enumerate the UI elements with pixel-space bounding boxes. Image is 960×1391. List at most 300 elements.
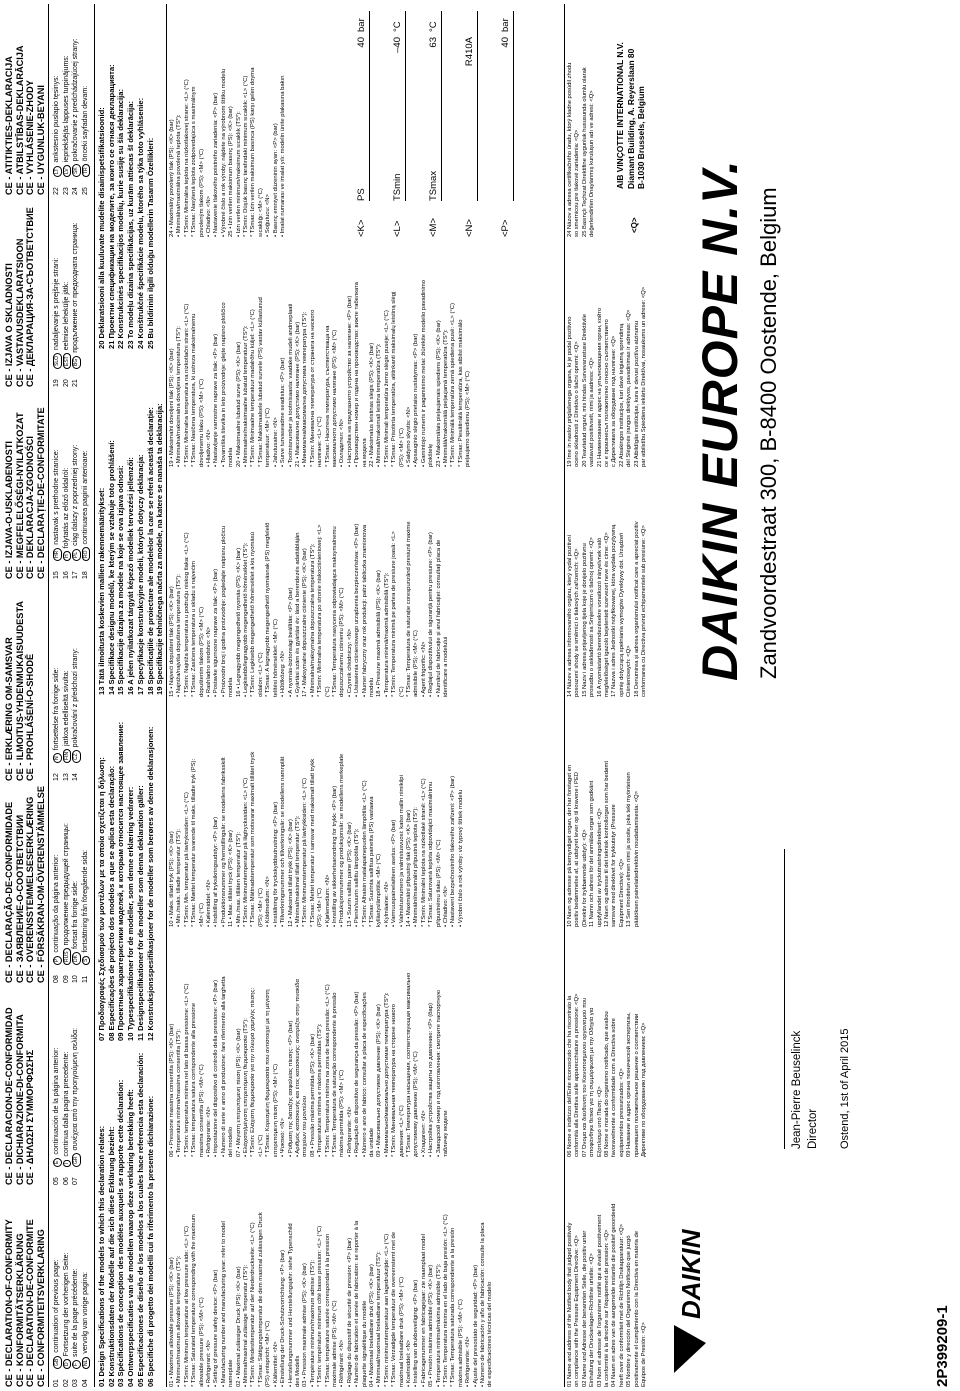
spec-column-5 — [169, 243, 562, 467]
text-line: CE - DICHIARAZIONE-DI-CONFORMITA — [14, 1014, 25, 1185]
text-line: CE - DECLARAÇÃO-DE-CONFORMIDADE — [4, 801, 14, 983]
param-key: <M> — [428, 217, 439, 237]
spec-column-2 — [169, 933, 562, 1157]
notified-body-text-6 — [567, 4, 607, 237]
language-badge: F — [72, 1360, 81, 1369]
text-line: 02 • Maximal zulässiger Druck (PS): <K> (bar) — [235, 1266, 242, 1387]
text-line: 20 • Maksimaalne lubatud surve (PS): <K> (bar) — [235, 341, 242, 467]
language-number: 05 — [53, 1177, 60, 1185]
text-line: • Šaldymo skystis: <N> — [406, 406, 412, 467]
text-line: admisibile (PS): <M> (°C) — [413, 630, 420, 697]
text-line: * TSmin: Минимална температура от страната на ниското — [309, 309, 316, 467]
language-badge: I — [63, 1160, 72, 1167]
text-line: 16 • Legnagyobb megengedhető nyomás (PS): <K> (bar) — [235, 547, 242, 697]
text-line: • Min./max. tillåten temperatur (TS*): — [235, 831, 242, 927]
language-number: 09 — [62, 975, 70, 983]
text-line: • Minimalna/maksimalna dovoljena temperatura (TS*): — [176, 326, 183, 467]
text-line: * TSmin: Minimum temperature at low pressure side: <L> (°C) — [183, 1225, 190, 1387]
text-line: 02 Konstruktionsdaten der Modelle auf die sich diese Erklärung bezieht: — [106, 1126, 116, 1387]
text-line: • Soğutucu: <N> — [265, 194, 272, 237]
notified-body-box — [612, 4, 662, 237]
text-line: 18 Specificațiile de proiectare ale modelelor la care se referă această declarație: — [145, 407, 155, 695]
text-line: • Minimální/maximální přípustná teplota (TS*): — [413, 807, 420, 927]
continuation-col-5 — [52, 445, 90, 579]
text-line: * TSmax: Temperatura de saturação correspondente à pressão — [331, 992, 338, 1157]
continuation-text: Fortsetzung der vorherigen Seite: — [62, 1252, 70, 1357]
continuation-col-3 — [52, 823, 90, 983]
text-line: megfelelőséget igazoló bejelentett szervezet neve és címe: <Q> — [604, 532, 611, 697]
language-badge: LT — [53, 166, 62, 177]
text-line: • Хладагент: <N> — [420, 1110, 427, 1157]
text-line: 23 To modeļu dizaina specifikācijas, uz kurām attiecas šī deklarācija: — [126, 100, 136, 349]
text-line: 20 Deklaratsiooni alla kuuluvate mudelite disainispetsifikatsioonid: — [97, 107, 106, 349]
text-line: • Hladivo: <N> — [206, 429, 213, 467]
continuation-row — [62, 222, 72, 387]
text-line: • Nastavenie tlakového poistného zariadenia: <P> (bar) — [213, 92, 220, 237]
text-line: 22 • Maksimalus leistinas slėgis (PS): <K> (bar) — [368, 342, 375, 467]
text-line: • A nyomás-biztonsági beállítás: <P> (bar) — [287, 587, 294, 697]
text-line: 03 Nom et adresse de l'organisme notifié qui a évalué positivement — [596, 1214, 603, 1387]
language-number: 23 — [62, 187, 70, 195]
text-line: 14 • Maximální přípustný tlak (PS): <K> (bar) — [406, 810, 412, 927]
text-line: CE - OVERENSSTEMMELSESERKLÆRING — [25, 796, 36, 983]
language-number: 19 — [53, 379, 60, 387]
text-line: 17 Nazwa i adres Jednostki notyfikowanej, która wydała pozytywną — [611, 524, 618, 697]
heading-divider — [166, 4, 167, 1387]
text-line: • Kjølemedium: <N> — [324, 874, 331, 927]
text-line: • Настройка устройства защиты по давлению: <P> (бар) — [428, 1003, 435, 1157]
text-line: prosudbu o usklađenosti sa Smjernicom o tlačnoj opremi: <Q> — [589, 537, 596, 697]
text-line: • Výrobné číslo a rok výroby: nájdete na výrobnom štítku modelu — [220, 68, 227, 237]
text-line: 25 Basınçlı Teçhizat Direktifine uygunluk hususunda olumlu olarak — [581, 67, 588, 237]
text-line: CE - KONFORMITÄTSERKLÄRUNG — [14, 1233, 25, 1387]
text-line: 14 Název a adresa informovaného orgánu, který vydal pozitivní — [567, 534, 573, 697]
spec-column-4 — [169, 473, 562, 697]
language-badge: EST — [63, 353, 72, 369]
text-line: la conformité à la directive sur l'équipement de pression: <Q> — [604, 1229, 611, 1387]
text-line: • Impostazione del dispositivo di controllo della pressione: <P> (bar) — [213, 980, 220, 1157]
signature-line — [784, 849, 785, 1149]
text-line: * TSmin: Minimali temperatūra žemo slėgio pusėje: <L> (°C) — [383, 310, 390, 467]
notified-body-text-3 — [567, 703, 662, 927]
signature-area — [666, 689, 956, 1159]
signatory-name: Jean-Pierre Beuselinck — [791, 1030, 803, 1149]
text-line: 12 Navn og adresse til det teknisk kontrollorgan som har bedømt — [604, 761, 611, 927]
text-line: * TSmax: Κορεσμένη θερμοκρασία που αντιστοιχεί με τη μέγιστη — [265, 989, 272, 1157]
text-line: 15 Specifikacije dizajna za modele na koje se ova izjava odnosi: — [116, 465, 126, 695]
text-line: 22 Atsakingos institucijos, kuri davė teigiamą sprendimą — [618, 323, 625, 467]
language-badge: BG — [72, 356, 81, 369]
text-line: 24 • Maximálny povolený tlak (PS): <K> (bar) — [169, 119, 175, 237]
text-line: • Ρύθμιση της διάταξης ασφαλείας πίεσης: <P> (bar) — [287, 1020, 294, 1157]
text-line: * TSmax: Температура насыщения, соответствующая максимально — [406, 972, 412, 1157]
text-line: • Jahutusaine: <N> — [272, 417, 279, 467]
design-spec-heading-b — [97, 701, 155, 1041]
text-line: • Regulação do dispositivo de segurança da pressão: <P> (bar) — [354, 991, 361, 1157]
continuation-text: ankstesnio puslapio tęsinys: — [53, 75, 60, 163]
param-symbol: TSmax — [428, 170, 439, 201]
param-value: R410A — [464, 37, 475, 67]
text-line: 09 Проектные характеристики моделей, к которым относится настоящее заявление: — [116, 721, 126, 1041]
company-block — [690, 1, 950, 681]
text-line: • Αριθμός κατασκευής και έτος κατασκευής: ανατρέξτε στην πινακίδα — [294, 979, 301, 1157]
text-line: • Czynnik chłodniczy: <N> — [346, 628, 353, 697]
text-line: 21 • Максимално допустимо налягане (PS): <K> (bar) — [294, 321, 301, 467]
text-line: samsvar med direktivet for trykkutstyr (Pressure — [611, 804, 618, 927]
param-unit: °C — [392, 21, 403, 32]
continuation-row — [62, 445, 72, 579]
param-value: –40 — [392, 37, 403, 53]
language-badge: FIN — [63, 749, 72, 763]
continuation-row — [71, 1252, 81, 1387]
continuation-row — [81, 1252, 91, 1387]
text-line: 08 Nome e morada do organismo notificado, que avaliou — [604, 1011, 611, 1157]
text-line: • Refrigerante: <N> — [465, 1336, 472, 1387]
continuation-text: nadaljevanje s prejšnje strani: — [53, 257, 60, 350]
text-line: * TSmax: Prisotinta temperatūra, atitinkanti maksimalų leistiną slėgį — [391, 291, 398, 467]
text-line: CE - ILMOITUS-YHDENMUKAISUUDESTA — [14, 600, 25, 781]
language-badge: E — [53, 1158, 62, 1167]
text-line: CE - ATBILSTĪBAS-DEKLARĀCIJA — [14, 45, 25, 195]
text-line: CE - ΔΗΛΩΣΗ ΣΥΜΜΟΡΦΩΣΗΣ — [25, 1049, 36, 1185]
continuation-text: ciąg dalszy z poprzedniej strony: — [72, 444, 79, 546]
text-line: • Innstilling av sikkerhetsanordning for trykk: <P> (bar) — [331, 785, 338, 927]
text-line: 13 Sen ilmoitetun elimen nimi ja osoite, joka teki myönteisen — [626, 772, 633, 927]
text-line: AIB VINÇOTTE INTERNATIONAL N.V. — [615, 42, 625, 189]
text-line: CE - DECLARAȚIE-DE-CONFORMITATE — [35, 407, 46, 579]
param-key: <P> — [500, 219, 511, 237]
notified-body-address — [615, 42, 647, 189]
param-unit: bar — [356, 18, 367, 32]
text-line: CE - PROHLÁŠENÍ-O-SHODĚ — [25, 653, 36, 781]
header-col-5 — [4, 407, 46, 579]
language-number: 07 — [72, 1177, 79, 1185]
text-line: 04 Naam en adres van de aangemelde instantie die positief geoordeeld — [611, 1203, 618, 1387]
text-line: oceno skladnosti z Direktivo o tlačni opremi: <Q> — [574, 341, 581, 467]
language-badge: HR — [53, 548, 62, 561]
text-line: • Número e ano de fabrico: consultar a placa de especificações — [361, 992, 368, 1157]
text-line: * TSmax: Saturovaná teplota odpovídající maximálnímu — [428, 781, 435, 927]
continuation-row — [62, 648, 72, 781]
text-line: CE - UYGUNLUK-BEYANI — [35, 85, 46, 195]
text-line: CE - VYHLÁSENIE-ZHODY — [25, 80, 36, 195]
continuation-text: fortsat fra forrige side: — [72, 880, 79, 950]
text-line: 02 Name und Adresse der benannten Stelle, die positiv unter — [581, 1230, 588, 1387]
continuation-row — [71, 1028, 81, 1185]
text-line: 09 Название и адрес органа технической экспертизы, — [626, 1012, 633, 1157]
text-line: * TSmin: température minimum côté basse pression: <L> (°C) — [317, 1225, 324, 1387]
text-line: päätöksen painelaitedirektiivin noudattamisesta: <Q> — [633, 791, 640, 927]
text-line: • Proizvodni broj i godina proizvodnje: pogledajte natpisnu pločicu — [220, 525, 227, 697]
company-name: DAIKIN EUROPE N.V. — [692, 159, 748, 681]
text-line: CE - DECLARACION-DE-CONFORMIDAD — [4, 1007, 14, 1185]
language-number: 25 — [81, 187, 89, 195]
text-line: plokštelę — [428, 443, 435, 467]
language-number: 04 — [81, 1379, 89, 1387]
continuation-row — [52, 38, 62, 195]
language-number: 01 — [53, 1379, 60, 1387]
text-line: * TSmin: Mindesttemperatur auf der Niederdruckseite: <L> (°C) — [250, 1222, 257, 1387]
continuation-row — [52, 648, 62, 781]
text-line: • İmalat numarası ve imalat yılı: modelin ünite plakasına bakın — [280, 75, 287, 237]
text-line: 05 Especificaciones de diseño de los modelos a los cuales hace referencia esta declaración: — [135, 1052, 145, 1387]
text-line: temperatuur: <M> (°C) — [265, 408, 272, 467]
text-line: sıcaklığı: <M> (°C) — [257, 188, 264, 237]
text-line: * TSmax: Temperatura saturada correspondiente a la presión — [450, 1227, 457, 1387]
language-number: 13 — [62, 773, 70, 781]
design-spec-heading-a — [97, 1047, 155, 1387]
text-line: • Tovarniška številka in leto proizvodnje: glejte napisno ploščico — [220, 302, 227, 467]
text-line: • Einstellung der Druck-Schutzvorrichtung: <P> (bar) — [280, 1250, 287, 1387]
text-line: favoravelmente a conformidade com a Directiva sobre — [611, 1018, 618, 1157]
text-line: 10 Typespecifikationer for de modeller, som denne erklæring vedrører: — [126, 786, 136, 1041]
text-line: • Reglajul dispozitivului de siguranță pentru presiune: <P> (bar) — [428, 532, 435, 697]
language-number: 15 — [53, 571, 60, 579]
text-line: Ciśnieniowych: <Q> — [626, 645, 633, 697]
design-spec-heading-d — [97, 4, 155, 349]
text-line: de especificaciones técnicas del modelo — [487, 1281, 494, 1387]
text-line: máxima permitida (PS): <M> (°C) — [339, 1069, 346, 1157]
text-line: στοιχείων του μοντέλου — [302, 1096, 309, 1157]
text-line: 05 • Presión máxima admisible (PS): <K> (bar) — [428, 1264, 435, 1387]
param-value: 40 — [356, 37, 367, 48]
text-line: * TSmin: minimumtemperatuur aan lagedrukzijde: <L> (°C) — [383, 1233, 390, 1387]
language-badge: H — [63, 551, 72, 561]
design-spec-heading-c — [97, 355, 165, 695]
language-badge: GB — [53, 1356, 62, 1369]
language-badge: PL — [72, 549, 81, 561]
text-line: Equipos de Presión: <Q> — [641, 1322, 648, 1387]
continuation-text: pokračovanie z predchádzajúcej strany: — [72, 38, 79, 162]
continuation-row — [71, 222, 81, 387]
text-line: Einhaltung der Druckanlagen-Richtlinie urteilte: <Q> — [589, 1253, 596, 1387]
text-line: * TSmin: Temperatura minimă pe partea de presiune joasă: <L> — [391, 531, 398, 697]
text-line: 15 Naziv i adresa prijavljenog tijela koje je donijelo pozitivnu — [581, 543, 588, 697]
text-line: • Numer fabryczny oraz rok produkcji: patrz tabliczka znamionowa — [361, 525, 368, 697]
text-line: * TSmin: Alhaisin matalapainepuolen lämpötila: <L> (°C) — [361, 780, 368, 927]
continuation-text: συνέχεια από την προηγούμενη σελίδα: — [72, 1027, 79, 1151]
text-line: CE - ERKLÆRING OM-SAMSVAR — [4, 637, 14, 781]
text-line: 01 • Maximum allowable pressure (PS): <K> (bar) — [169, 1257, 175, 1387]
param-key: <K> — [356, 219, 367, 237]
text-line: • Produksjonsnummer og produksjonsår: se modellens merkeplate — [339, 753, 346, 927]
text-line: * TSmax: Temperatura nasycenia odpowiadająca maksymalnemu — [331, 526, 338, 697]
header-col-1 — [4, 1219, 46, 1387]
text-line: * TSmax: température saturée correspondant à la pression — [324, 1233, 331, 1387]
text-line: 07 Όνομα και διεύθυνση του Κοινοποιημένου οργανισμού που — [581, 997, 588, 1157]
language-badge: SLO — [53, 353, 62, 369]
text-line: 25 • İzin verilen maksimum basınç (PS): <K> (bar) — [228, 106, 235, 237]
text-line: on compliance with the Pressure Equipment Directive: <Q> — [574, 1235, 581, 1387]
language-number: 24 — [72, 187, 79, 195]
text-line: Директиве по оборудованию под давлением: <Q> — [641, 1022, 648, 1157]
text-line: • Ελάχιστη/μέγιστη επιτρεπόμενη θερμοκρασία (TS*): — [243, 1018, 250, 1157]
logo-area — [666, 1163, 926, 1383]
text-line: 03 Spécifications de conception des modèles auxquels se rapporte cette déclaration: — [116, 1079, 126, 1387]
param-underline — [477, 11, 478, 201]
continuation-text: continuarea paginii anterioare: — [81, 450, 89, 545]
param-value: 40 — [500, 37, 511, 48]
text-line: CE - DECLARATION-OF-CONFORMITY — [4, 1219, 14, 1387]
text-line: * TSmin: Minimaalne temperatuur madalrõhu küljel: <L> (°C) — [250, 309, 257, 467]
text-line: 22 Konstrukcinės specifikacijos modelių, kurie susiję su šia deklaracija: — [116, 89, 126, 349]
notified-body-text-2 — [567, 933, 662, 1157]
text-line: kyllästyslämpötila: <M> (°C) — [376, 853, 383, 927]
text-line: conformità alla Direttiva sulle apparecchiature a pressione: <Q> — [574, 993, 581, 1157]
language-number: 03 — [72, 1379, 79, 1387]
text-line: 04 • Maximaal toelaatbare druk (PS): <K> (bar) — [368, 1264, 375, 1387]
text-line: * TSmax: Saturated temperature corresponding with the maximum — [191, 1214, 198, 1387]
text-line: * TSmin: Ελάχιστη θερμοκρασία για την πλευρά χαμηλής πίεσης: — [250, 987, 257, 1157]
text-line: • Gyártási szám és gyártási év: lásd a berendezés adattábláján — [294, 532, 301, 697]
text-line: • Varmuuspainelaitteen asetus: <P> (bar) — [391, 819, 398, 927]
param-symbol: PS — [356, 188, 367, 201]
text-line: del modello — [228, 1126, 235, 1157]
text-line: • Tillverkningsnummer och tillverkningsår: se modellens namnplåt — [280, 756, 287, 927]
logo-wordmark: DAIKIN — [676, 1229, 706, 1319]
text-line: 17 Specyfikacje konstrukcyjne modeli, których dotyczy deklaracja: — [135, 454, 145, 695]
param-unit: °C — [428, 21, 439, 32]
text-line: • Setting of pressure safety device: <P> (bar) — [213, 1269, 220, 1387]
text-line: 12 • Maksimalt tillatt trykk (PS): <K> (bar) — [287, 819, 294, 927]
text-line: • Chladivo: <N> — [443, 885, 450, 927]
text-line: налягане: <L> (°C) — [317, 416, 324, 467]
text-line: • Kølemiddel: <N> — [206, 879, 213, 927]
text-line: • Minimálna/maximálna povolená teplota (TS*): — [176, 114, 183, 237]
text-line: dopuštenim tlakom (PS): <M> (°C) — [198, 606, 205, 697]
text-line: • Охладител: <N> — [339, 418, 346, 467]
text-line: 13 Tätä ilmoitusta koskevien mallien rakennemääritykset: — [97, 487, 106, 695]
continuation-row — [52, 823, 62, 983]
text-line: • Numero di serie e anno di produzione: fare riferimento alla targhetta — [220, 976, 227, 1157]
text-line: * TSmax: temperatura satura corrispondente alla pressione — [191, 1002, 198, 1157]
continuation-text: önceki sayfadan devam: — [81, 85, 89, 162]
text-line: modelu — [368, 677, 375, 697]
text-line: • Hűtőközeg: <N> — [280, 650, 287, 697]
columns-divider — [564, 4, 565, 1387]
text-line: 25 Bu bildirinin ilgili olduğu modellerin Tasarım Özellikleri: — [145, 137, 155, 349]
text-line: 21 Проектни спецификации на моделите, за които се отнася декларацията: — [106, 64, 116, 349]
language-badge: TR — [82, 164, 91, 177]
text-line: * TSmin: Minimální teplota na nízkotlaké straně: <L> (°C) — [420, 778, 427, 927]
continuation-text: jatkoa edelliseltä sivulta: — [62, 670, 70, 746]
text-line: 21 Наименование и адрес на упълномощения орган, който — [596, 307, 603, 467]
text-line: επιτρεπόμενη πίεση (PS): <M> (°C) — [272, 1063, 279, 1157]
text-line: • Fabricagenummer en fabricagejaar: zie naamplaat model — [420, 1233, 427, 1387]
text-line: değerlendirilen Onaylanmış kuruluşun adı ve adresi: <Q> — [589, 90, 596, 237]
text-line: uppfyllandet av tryckutrustningsdirektivet: <Q> — [596, 808, 603, 927]
text-line: <L> (°C) — [257, 1134, 264, 1157]
text-line: • Temperatura minima/massima consentita (TS*): — [176, 1029, 183, 1157]
notified-body-key: <Q> — [630, 217, 639, 233]
text-line: (PS) entspricht: <M> (°C) — [265, 1320, 272, 1387]
text-line: plaquette signalétique du modèle — [361, 1300, 368, 1387]
text-line: • Заводской номер и год изготовления: смотрите паспортную — [435, 990, 442, 1157]
header-divider — [48, 4, 49, 1387]
text-line: modela — [228, 677, 235, 697]
text-line: • Postavke sigurnosne naprave za tlak: <P> (bar) — [213, 568, 220, 697]
language-number: 14 — [72, 773, 79, 781]
text-line: • Tootmisnumber ja tootmisaasta: vaadake mudeli andmeplaati — [287, 303, 294, 467]
continuation-divider — [94, 4, 95, 1387]
language-badge: CZ — [72, 750, 81, 763]
text-line: CE - DECLARATION-DE-CONFORMITE — [25, 1219, 36, 1387]
text-line: 11 Designspecifikationer för de modeller som denna deklaration gäller: — [135, 785, 145, 1041]
text-line: • Herstellungsnummer und Herstellungsjahr: siehe Typenschild — [287, 1223, 294, 1387]
text-line: telítési hőmérséklet: <M> (°C) — [272, 619, 279, 697]
text-line: • Instelling van drukbeveiliging: <P> (bar) — [413, 1279, 420, 1387]
language-badge: N — [53, 753, 62, 763]
text-line: • Минимална/максимална допустима температура (TS*): — [302, 311, 309, 467]
param-underline — [513, 11, 514, 201]
text-line: (°C) — [324, 686, 331, 697]
continuation-text: continuación de la página anterior: — [53, 1047, 60, 1155]
text-line: • Nastavení bezpečnostního tlakového zařízení: <P> (bar) — [450, 775, 457, 927]
text-line: 06 Specifiche di progetto dei modelli cui fa riferimento la presente dichiarazione: — [145, 1095, 155, 1387]
signature-place-date: Ostend, 1st of April 2015 — [839, 1028, 851, 1149]
text-line: • Apsauginio slėgio prietaiso nustatymas: <P> (bar) — [413, 333, 420, 467]
text-line: • Gamintojo numeris ir pagaminimo metai: žiūrėkite modelio pavadinimo — [420, 279, 427, 467]
continuation-text: продолжение предыдущей страницы: — [62, 823, 70, 946]
continuation-row — [71, 445, 81, 579]
continuation-text: pokračování z předchozí strany: — [72, 648, 79, 748]
text-line: * TSmin: Минимальная температура на стороне низкого — [391, 1004, 398, 1157]
logo-mark — [674, 1325, 706, 1373]
text-line: positivamente el cumplimiento con la Directiva en materia de — [633, 1231, 640, 1387]
header-col-6 — [4, 207, 36, 387]
text-line: B-1030 Brussels, Belgium — [636, 86, 646, 189]
continuation-row — [71, 38, 81, 195]
language-badge: P — [53, 956, 62, 965]
text-line: CE - FÖRSÄKRAN-OM-ÖVERENSTÄMMELSE — [35, 785, 46, 983]
parameter-table — [350, 12, 560, 237]
text-line: * TSmax: İzin verilen maksimum basınca (PS) karşı gelen doyma — [250, 67, 257, 237]
text-line: * TSmax: A legnagyobb megengedhető nyomásnak (PS) megfelelő — [265, 522, 272, 697]
continuation-row — [52, 1252, 62, 1387]
text-line: • Kältemittel: <N> — [272, 1341, 279, 1387]
text-line: • Minimaal/maximaal toelaatbare temperatuur (TS*): — [376, 1251, 383, 1387]
text-line: • Manufacturing number and manufacturing year: refer to model — [220, 1221, 227, 1387]
text-line: • Minimum/maximum allowable temperature (TS*): — [176, 1255, 183, 1387]
text-line: • Minimālā/maksimālā pieļaujamā temperatūra (TS*): — [443, 329, 450, 467]
text-line: • Köldmedium: <N> — [265, 876, 272, 927]
continuation-text: fortsättning från föregående sida: — [81, 849, 89, 953]
text-line: oldalon: <L> (°C) — [257, 652, 264, 697]
continuation-row — [52, 445, 62, 579]
text-line: • Nastavljanje varnostne naprave za tlak: <P> (bar) — [213, 333, 220, 467]
language-badge: DK — [72, 952, 81, 965]
text-line: pieļaujamo spiedienu (PS): <M> (°C) — [465, 371, 472, 467]
text-line: CE - CONFORMITEITSVERKLARING — [35, 1229, 46, 1387]
language-badge: RO — [82, 548, 91, 562]
text-line: • Pienin/suurin sallittu lämpötila (TS*): — [354, 828, 361, 927]
language-number: 12 — [53, 773, 60, 781]
text-line: posouzení shody se směrnicí o tlakových zařízeních: <Q> — [574, 548, 581, 697]
text-line: допустимому давлению (PS): <M> (°C) — [413, 1051, 420, 1157]
continuation-text: continuation of previous page: — [53, 1259, 60, 1353]
text-line: • Refrigerante: <N> — [206, 1106, 213, 1157]
continuation-text: nastavak s prethodne stranice: — [53, 449, 60, 545]
text-line: с Директивата за оборудване под налягане: <Q> — [611, 335, 618, 467]
text-line: • Ψυκτικό: <N> — [280, 1118, 287, 1157]
text-line: • Temperatura mínima/máxima admisible (TS*): — [435, 1263, 442, 1387]
language-number: 17 — [72, 571, 79, 579]
text-line: 10 • Maks. tilladt tryk (PS): <K> (bar) — [169, 831, 175, 927]
text-line: * TSmax: Verzadigde temperatuur die overeenstemt met de — [391, 1231, 398, 1387]
text-line: CE - IZJAVA-O-USKLAĐENOSTI — [4, 441, 14, 579]
text-line: * TSmin: Düşük basınç tarafındaki minimum sıcaklık: <L> (°C) — [243, 75, 250, 237]
text-line: 18 Denumirea și adresa organismului notificat care a apreciat pozitiv — [633, 521, 640, 697]
